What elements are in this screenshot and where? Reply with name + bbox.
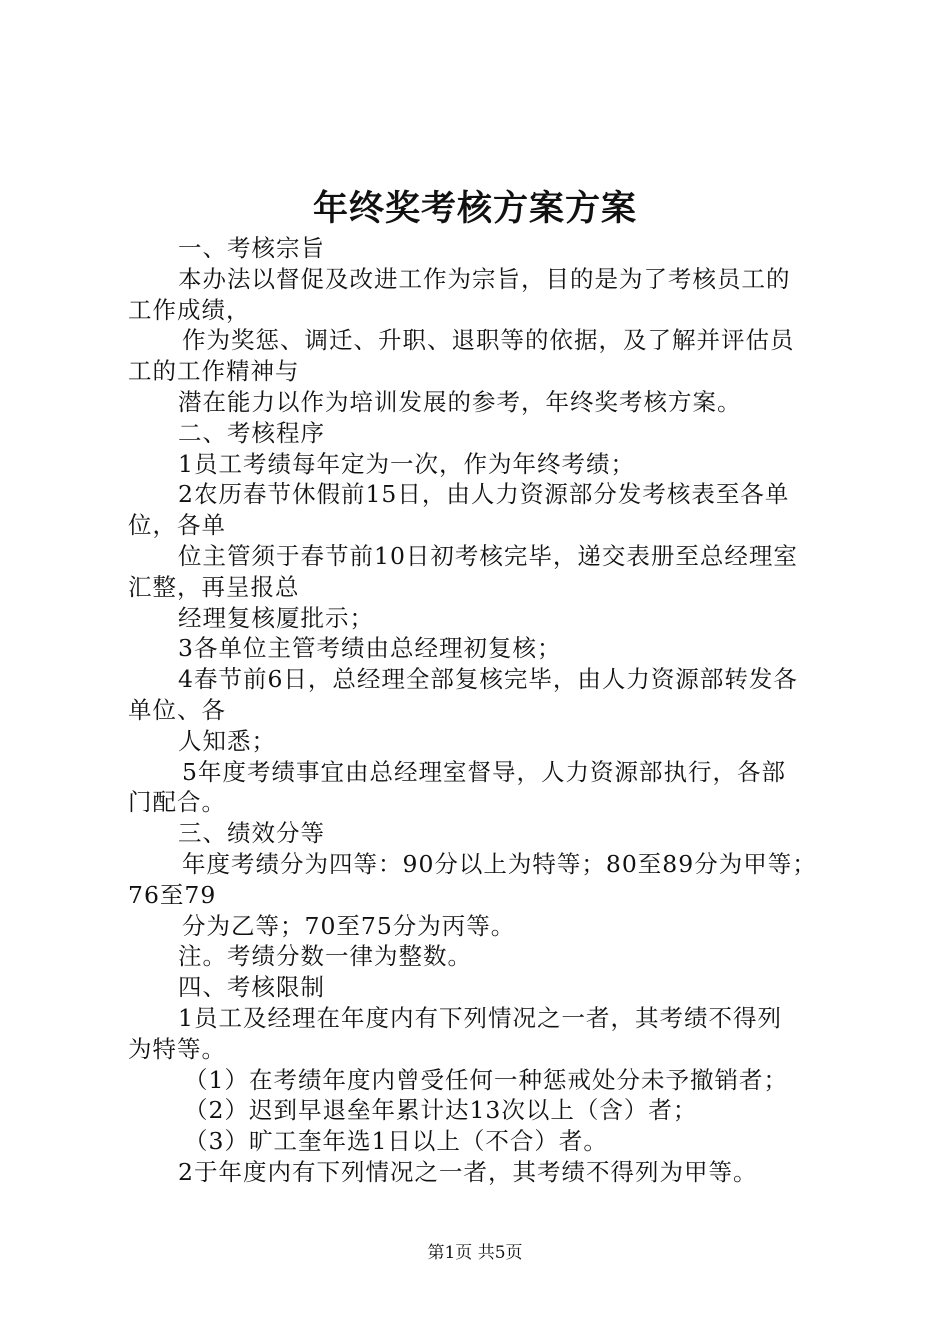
paragraph-line: 作为奖惩、调迁、升职、退职等的依据，及了解并评估员 (182, 326, 795, 355)
paragraph-line: 年度考绩分为四等：90分以上为特等；80至89分为甲等； (182, 849, 817, 878)
paragraph-line: 单位、各 (128, 695, 226, 724)
list-item: （2）迟到早退垒年累计达13次以上（含）者； (184, 1096, 698, 1125)
list-item: （3）旷工奎年选1日以上（不合）者。 (184, 1127, 608, 1156)
paragraph-line: 门配合。 (128, 788, 226, 817)
paragraph-line: 2农历春节休假前15日，由人力资源部分发考核表至各单 (178, 480, 790, 509)
document-title: 年终奖考核方案方案 (312, 188, 637, 229)
list-item: （1）在考绩年度内曾受任何一种惩戒处分未予撤销者； (184, 1065, 788, 1094)
paragraph-line: 为特等。 (128, 1034, 226, 1063)
paragraph-line: 位主管须于春节前10日初考核完毕，递交表册至总经理室 (178, 541, 798, 570)
paragraph-line: 汇整，再呈报总 (128, 572, 300, 601)
paragraph-line: 1员工考绩每年定为一次，作为年终考绩； (178, 449, 635, 478)
section-heading: 三、绩效分等 (178, 819, 325, 848)
paragraph-line: 1员工及经理在年度内有下列情况之一者，其考绩不得列 (178, 1003, 782, 1032)
document-body (128, 233, 840, 1188)
paragraph-line: 注。考绩分数一律为整数。 (178, 942, 472, 971)
paragraph-line: 3各单位主管考绩由总经理初复核； (178, 634, 562, 663)
section-heading: 二、考核程序 (178, 418, 325, 447)
paragraph-line: 工的工作精神与 (128, 357, 300, 386)
paragraph-line: 本办法以督促及改进工作为宗旨，目的是为了考核员工的 (178, 264, 791, 293)
paragraph-line: 分为乙等；70至75分为丙等。 (182, 911, 516, 940)
paragraph-line: 位，各单 (128, 511, 226, 540)
paragraph-line: 潜在能力以作为培训发展的参考，年终奖考核方案。 (178, 387, 742, 416)
paragraph-line: 4春节前6日，总经理全部复核完毕，由人力资源部转发各 (178, 665, 798, 694)
section-heading: 四、考核限制 (178, 973, 325, 1002)
section-heading: 一、考核宗旨 (178, 234, 325, 262)
paragraph-line: 经理复核厦批示； (178, 603, 374, 632)
paragraph-line: 2于年度内有下列情况之一者，其考绩不得列为甲等。 (178, 1157, 758, 1186)
page-footer: 第1页 共5页 (427, 1243, 523, 1263)
paragraph-line: 5年度考绩事宜由总经理室督导，人力资源部执行，各部 (182, 757, 786, 786)
paragraph-line: 76至79 (128, 880, 217, 909)
paragraph-line: 工作成绩， (128, 295, 251, 324)
paragraph-line: 人知悉； (178, 726, 276, 755)
